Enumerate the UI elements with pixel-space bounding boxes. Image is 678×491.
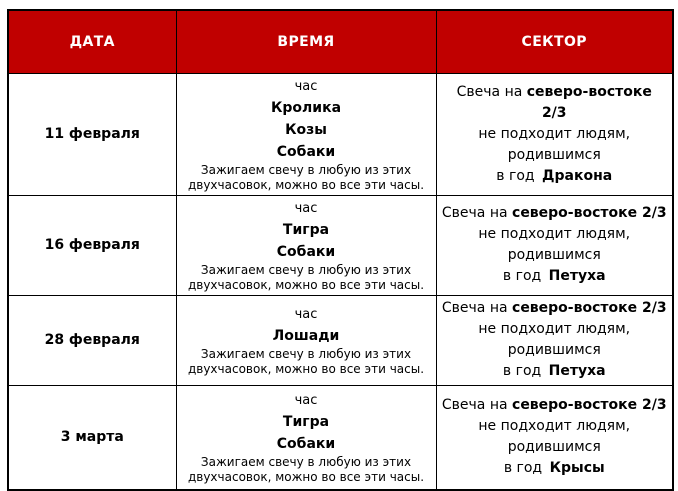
sector-year-line [441, 266, 669, 287]
sector-year-prefix: в год [496, 167, 540, 184]
sector-warning: не подходит людям, родившимся [478, 321, 631, 358]
sector-year-line [441, 361, 669, 382]
time-animal: Козы [285, 121, 327, 138]
table-row [8, 195, 673, 295]
sector-direction-line [441, 203, 669, 224]
sector-direction: северо-востоке [526, 83, 652, 100]
sector-warning: не подходит людям, родившимся [478, 226, 631, 263]
sector-cell [436, 195, 673, 295]
table-row [8, 385, 673, 490]
sector-year-line [441, 458, 669, 479]
sector-direction-line [441, 298, 669, 319]
sector-year-prefix: в год [503, 460, 547, 477]
sector-year-animal: Петуха [548, 268, 606, 284]
time-cell [176, 295, 436, 385]
sector-cell [436, 73, 673, 195]
sector-intro: Свеча на [441, 205, 513, 221]
table-row [8, 295, 673, 385]
time-cell [176, 385, 436, 490]
date-cell: 11 февраля [8, 73, 176, 195]
sector-warning: не подходит людям, родившимся [478, 125, 631, 163]
sector-direction: северо-востоке 2/3 [512, 300, 667, 316]
sector-year-animal: Дракона [542, 167, 613, 184]
sector-intro: Свеча на [456, 83, 527, 100]
time-animal: Собаки [276, 143, 336, 160]
time-note-line1: Зажигаем свечу в любую из этих [200, 162, 412, 177]
sector-warning: не подходит людям, родившимся [478, 418, 631, 456]
time-cell [176, 195, 436, 295]
sector-cell [436, 295, 673, 385]
table-row [8, 73, 673, 195]
sector-direction: северо-востоке 2/3 [512, 205, 667, 221]
sector-direction-line [441, 395, 669, 416]
time-prefix: час [294, 306, 318, 322]
date-cell: 28 февраля [8, 295, 176, 385]
sector-intro: Свеча на [441, 300, 513, 316]
time-animal: Лошади [272, 327, 340, 344]
sector-year-animal: Петуха [548, 363, 606, 379]
column-header-time: ВРЕМЯ [176, 10, 436, 73]
sector-fraction: 2/3 [541, 104, 567, 121]
candle-schedule-table [7, 9, 674, 491]
time-animal: Собаки [276, 435, 336, 452]
time-prefix: час [294, 200, 318, 216]
time-note-line2: двухчасовок, можно во все эти часы. [187, 469, 425, 484]
header-row [8, 10, 673, 73]
time-note-line1: Зажигаем свечу в любую из этих [200, 454, 412, 469]
sector-cell [436, 385, 673, 490]
column-header-date: ДАТА [8, 10, 176, 73]
sector-intro: Свеча на [441, 397, 513, 414]
time-animal: Тигра [282, 413, 330, 430]
sector-year-prefix: в год [502, 363, 546, 379]
time-note-line2: двухчасовок, можно во все эти часы. [187, 361, 425, 376]
column-header-sector: СЕКТОР [436, 10, 673, 73]
sector-year-prefix: в год [502, 268, 546, 284]
time-prefix: час [294, 392, 318, 408]
date-cell: 3 марта [8, 385, 176, 490]
sector-year-animal: Крысы [549, 460, 605, 477]
time-note-line1: Зажигаем свечу в любую из этих [200, 346, 412, 361]
time-note-line2: двухчасовок, можно во все эти часы. [187, 177, 425, 192]
time-animal: Кролика [270, 99, 342, 116]
time-animal: Собаки [276, 243, 336, 260]
time-note-line1: Зажигаем свечу в любую из этих [200, 262, 412, 277]
date-cell: 16 февраля [8, 195, 176, 295]
time-cell [176, 73, 436, 195]
time-note-line2: двухчасовок, можно во все эти часы. [187, 277, 425, 292]
sector-year-line [441, 166, 669, 187]
time-animal: Тигра [282, 221, 330, 238]
sector-direction: северо-востоке 2/3 [512, 397, 667, 414]
time-prefix: час [294, 78, 318, 94]
sector-direction-line [441, 82, 669, 103]
